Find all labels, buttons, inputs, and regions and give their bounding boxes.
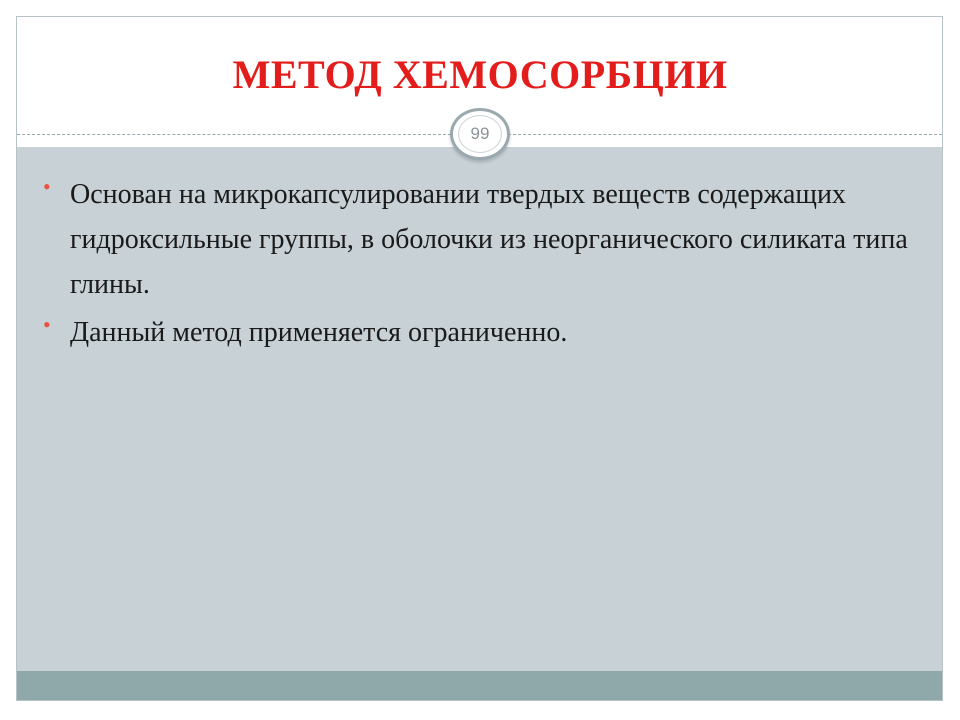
bullet-icon: • bbox=[43, 312, 51, 337]
slide-title: МЕТОД ХЕМОСОРБЦИИ bbox=[232, 52, 728, 97]
bullet-list bbox=[40, 172, 910, 358]
bullet-item bbox=[40, 172, 910, 307]
footer-band bbox=[17, 671, 942, 700]
bullet-text: Основан на микрокапсулировании твердых веществ содержащих гидроксильные группы, в оболочки из неорганического силиката типа глины. bbox=[70, 179, 908, 300]
page-number-badge bbox=[450, 108, 510, 160]
page-number: 99 bbox=[458, 115, 502, 153]
bullet-text: Данный метод применяется ограниченно. bbox=[70, 317, 568, 348]
bullet-item bbox=[40, 310, 910, 355]
bullet-icon: • bbox=[43, 174, 51, 199]
